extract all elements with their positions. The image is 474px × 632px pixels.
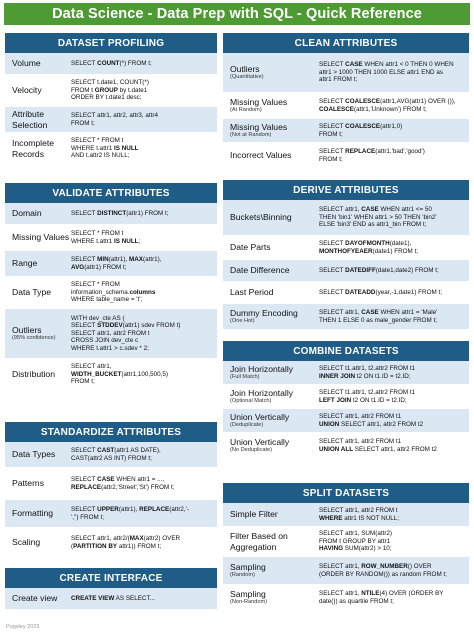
sql-snippet: SELECT t.date1, COUNT(*) FROM t GROUP by t.date1 ORDER BY t.date1 desc;	[71, 79, 149, 102]
row-label-text: Volume	[12, 58, 41, 69]
sql-snippet: SELECT COALESCE(attr1,0) FROM t;	[319, 122, 403, 138]
reference-row	[5, 251, 217, 277]
row-label	[223, 150, 319, 161]
row-label-note: (95% confidence)	[12, 335, 56, 342]
row-label-text: Simple Filter	[230, 509, 278, 520]
row-label-text: Scaling	[12, 537, 41, 548]
row-label-note: (At Random)	[230, 107, 262, 114]
section-standardize-attributes	[5, 422, 217, 558]
sql-snippet: CREATE VIEW AS SELECT...	[71, 594, 155, 602]
row-label	[223, 589, 319, 607]
reference-row	[5, 588, 217, 610]
reference-row	[223, 433, 469, 459]
section-rows	[223, 53, 469, 169]
section-header: CREATE INTERFACE	[5, 568, 217, 588]
row-label	[223, 122, 319, 140]
reference-row	[223, 53, 469, 93]
reference-row	[5, 75, 217, 107]
row-label-text: Range	[12, 258, 38, 269]
sql-snippet: SELECT attr1, attr2, attr3, attr4 FROM t;	[71, 111, 159, 127]
reference-row	[5, 277, 217, 309]
reference-row	[223, 409, 469, 433]
reference-row	[223, 585, 469, 611]
reference-row	[223, 93, 469, 119]
footer-credit: Pugsley 2023	[6, 624, 40, 630]
reference-row	[5, 203, 217, 225]
section-rows	[223, 503, 469, 611]
row-label	[5, 508, 71, 519]
reference-row	[5, 528, 217, 558]
section-header: DATASET PROFILING	[5, 33, 217, 53]
row-label-text: Attribute Selection	[12, 109, 48, 130]
sql-snippet: SELECT attr1, attr2/(MAX(attr2) OVER (PARTITION BY attr1)) FROM t;	[71, 534, 181, 550]
section-header: COMBINE DATASETS	[223, 341, 469, 361]
sql-snippet: SELECT DATEADD(year,-1,date1) FROM t;	[319, 288, 442, 296]
row-label-text: Distribution	[12, 369, 55, 380]
row-label	[5, 537, 71, 548]
row-label	[223, 531, 319, 552]
sql-snippet: SELECT attr1, SUM(attr2) FROM t GROUP BY attr1 HAVING SUM(attr2) > 10;	[319, 530, 393, 553]
sql-snippet: SELECT t1.attr1, t2.attr2 FROM t1 LEFT JOIN t2 ON t1.ID = t2.ID;	[319, 388, 416, 404]
row-label-text: Union Vertically	[230, 436, 290, 447]
row-label-text: Missing Values	[230, 121, 288, 132]
reference-row	[223, 143, 469, 169]
reference-row	[5, 53, 217, 75]
section-header: CLEAN ATTRIBUTES	[223, 33, 469, 53]
section-header: DERIVE ATTRIBUTES	[223, 180, 469, 200]
sql-snippet: SELECT attr1, attr2 FROM t WHERE attr1 IS NOT NULL;	[319, 506, 400, 522]
row-label	[5, 258, 71, 269]
section-create-interface	[5, 568, 217, 610]
reference-row	[223, 361, 469, 385]
sql-snippet: SELECT * FROM t WHERE t.attr1 IS NULL;	[71, 229, 141, 245]
section-validate-attributes	[5, 183, 217, 391]
reference-row	[5, 442, 217, 468]
reference-row	[223, 527, 469, 557]
row-label-note: (Optional Match)	[230, 398, 272, 405]
row-label-text: Patterns	[12, 478, 45, 489]
row-label	[5, 232, 71, 243]
sql-snippet: SELECT attr1, attr2 FROM t1 UNION SELECT attr1, attr2 FROM t2	[319, 412, 424, 428]
row-label-text: Velocity	[12, 85, 42, 96]
row-label-text: Buckets\Binning	[230, 212, 292, 223]
row-label-text: Domain	[12, 208, 42, 219]
row-label-text: Filter Based on Aggregation	[230, 531, 288, 552]
row-label	[5, 287, 71, 298]
sql-snippet: SELECT attr1, CASE WHEN attr1 = 'Male' THEN 1 ELSE 0 as male_gender FROM t;	[319, 308, 438, 324]
section-rows	[5, 442, 217, 558]
section-split-datasets	[223, 483, 469, 611]
row-label-text: Incorrect Values	[230, 150, 292, 161]
row-label-text: Create view	[12, 593, 58, 604]
row-label	[223, 509, 319, 520]
row-label-text: Data Type	[12, 287, 52, 298]
sql-snippet: SELECT DATEDIFF(date1,date2) FROM t;	[319, 266, 439, 274]
row-label-text: Last Period	[230, 287, 274, 298]
section-header: STANDARDIZE ATTRIBUTES	[5, 422, 217, 442]
sql-snippet: SELECT COALESCE(attr1,AVG(attr1) OVER ()), COALESCE(attr1,'Unknown') FROM t;	[319, 97, 456, 113]
row-label	[223, 308, 319, 326]
sql-snippet: SELECT attr1, ROW_NUMBER() OVER (ORDER BY RANDOM()) as random FROM t;	[319, 562, 447, 578]
row-label	[5, 325, 71, 343]
reference-row	[223, 282, 469, 304]
sql-snippet: SELECT * FROM information_schema.columns WHERE table_name = 't';	[71, 281, 156, 304]
row-label-text: Join Horizontally	[230, 363, 294, 374]
sql-snippet: SELECT attr1, CASE WHEN attr1 <= 50 THEN 'bin1' WHEN attr1 > 50 THEN 'bin2' ELSE 'bin3' END as attr1_bin FROM t;	[319, 206, 437, 229]
reference-row	[5, 500, 217, 528]
row-label	[223, 212, 319, 223]
sql-snippet: SELECT attr1, NTILE(4) OVER (ORDER BY date()) as quartile FROM t;	[319, 589, 444, 605]
row-label	[5, 593, 71, 604]
reference-row	[223, 200, 469, 236]
row-label-note: (Quantitative)	[230, 74, 264, 81]
row-label	[223, 265, 319, 276]
sql-snippet: SELECT t1.attr1, t2.attr2 FROM t1 INNER JOIN t2 ON t1.ID = t2.ID;	[319, 364, 416, 380]
row-label-note: (One Hot)	[230, 318, 255, 325]
row-label	[5, 369, 71, 380]
section-rows	[5, 588, 217, 610]
sql-snippet: SELECT CASE WHEN attr1 < 0 THEN 0 WHEN attr1 > 1000 THEN 1000 ELSE attr1 END as attr1 FROM t;	[319, 61, 454, 84]
row-label-text: Incomplete Records	[12, 138, 55, 159]
row-label-note: (No Deduplicate)	[230, 447, 272, 454]
row-label-note: (Non-Random)	[230, 599, 267, 606]
section-header: SPLIT DATASETS	[223, 483, 469, 503]
row-label	[5, 109, 71, 130]
row-label	[223, 412, 319, 430]
section-rows	[5, 203, 217, 391]
row-label-text: Sampling	[230, 588, 266, 599]
row-label	[5, 449, 71, 460]
row-label	[223, 64, 319, 82]
row-label-note: (Full Match)	[230, 374, 260, 381]
row-label	[223, 437, 319, 455]
reference-row	[5, 133, 217, 165]
sql-snippet: SELECT * FROM t WHERE t.attr1 IS NULL AND t.attr2 IS NULL;	[71, 137, 139, 160]
row-label	[223, 562, 319, 580]
reference-row	[223, 503, 469, 527]
section-rows	[223, 361, 469, 459]
row-label	[5, 208, 71, 219]
row-label	[223, 242, 319, 253]
reference-row	[5, 359, 217, 391]
row-label	[223, 364, 319, 382]
row-label-text: Outliers	[230, 63, 260, 74]
row-label-text: Join Horizontally	[230, 387, 294, 398]
section-combine-datasets	[223, 341, 469, 459]
reference-row	[223, 119, 469, 143]
reference-row	[223, 260, 469, 282]
reference-row	[223, 304, 469, 330]
row-label-text: Missing Values	[230, 96, 288, 107]
reference-row	[5, 309, 217, 359]
reference-row	[223, 236, 469, 260]
reference-row	[223, 385, 469, 409]
reference-row	[5, 468, 217, 500]
sql-snippet: SELECT COUNT(*) FROM t;	[71, 59, 152, 67]
row-label-text: Union Vertically	[230, 411, 290, 422]
section-header: VALIDATE ATTRIBUTES	[5, 183, 217, 203]
sql-snippet: SELECT MIN(attr1), MAX(attr1), AVG(attr1) FROM t;	[71, 255, 162, 271]
sql-snippet: SELECT UPPER(attr1), REPLACE(attr2,'- ','') FROM t;	[71, 505, 189, 521]
section-rows	[223, 200, 469, 330]
sql-snippet: WITH dev_cte AS ( SELECT STDDEV(attr1) sdev FROM t) SELECT attr1, attr2 FROM t CROSS JOIN dev_cte c WHERE t.attr1 > c.sdev * 2;	[71, 314, 181, 352]
row-label-text: Data Types	[12, 449, 56, 460]
sql-snippet: SELECT DAYOFMONTH(date1), MONTHOFYEAER(date1) FROM t;	[319, 239, 419, 255]
row-label	[5, 85, 71, 96]
row-label	[223, 287, 319, 298]
page-title: Data Science - Data Prep with SQL - Quick Reference	[4, 3, 470, 25]
row-label-text: Formatting	[12, 508, 54, 519]
row-label	[223, 97, 319, 115]
reference-row	[5, 225, 217, 251]
sql-snippet: SELECT attr1, attr2 FROM t1 UNION ALL SELECT attr1, attr2 FROM t2	[319, 437, 437, 453]
section-clean-attributes	[223, 33, 469, 169]
section-derive-attributes	[223, 180, 469, 330]
sql-snippet: SELECT REPLACE(attr1,'bad','good') FROM t;	[319, 147, 425, 163]
row-label	[5, 478, 71, 489]
sql-snippet: SELECT attr1, WIDTH_BUCKET(attr1,100,500,5) FROM t;	[71, 363, 168, 386]
row-label	[5, 138, 71, 159]
row-label-text: Dummy Encoding	[230, 307, 298, 318]
sql-snippet: SELECT DISTINCT(attr1) FROM t;	[71, 209, 169, 217]
row-label	[223, 388, 319, 406]
row-label-note: (Deduplicate)	[230, 422, 264, 429]
row-label-note: (Random)	[230, 572, 255, 579]
reference-row	[5, 107, 217, 133]
row-label	[5, 58, 71, 69]
row-label-text: Date Difference	[230, 265, 290, 276]
row-label-note: (Not at Random)	[230, 132, 272, 139]
row-label-text: Outliers	[12, 324, 42, 335]
section-rows	[5, 53, 217, 165]
row-label-text: Sampling	[230, 561, 266, 572]
sql-snippet: SELECT CASE WHEN attr1 = ..., REPLACE(attr2,'Street','St') FROM t;	[71, 475, 175, 491]
reference-row	[223, 557, 469, 585]
row-label-text: Date Parts	[230, 242, 271, 253]
sql-snippet: SELECT CAST(attr1 AS DATE), CAST(attr2 AS INT) FROM t;	[71, 446, 161, 462]
row-label-text: Missing Values	[12, 232, 70, 243]
section-dataset-profiling	[5, 33, 217, 165]
